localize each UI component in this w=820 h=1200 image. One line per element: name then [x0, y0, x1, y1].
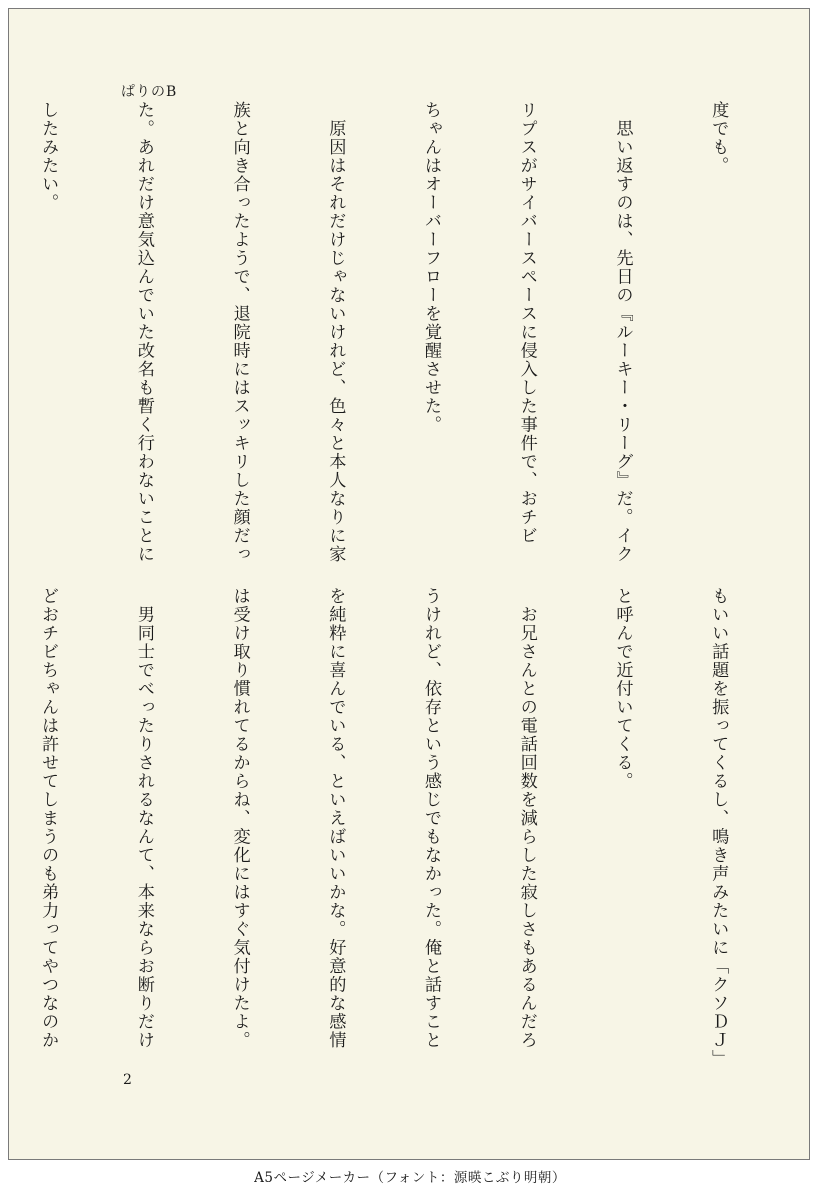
text-line: したみたい。	[38, 101, 59, 212]
text-line: と呼んで近付いてくる。	[612, 587, 633, 791]
text-column-top	[38, 101, 797, 579]
text-line: ちゃんはオーバーフローを覚醒させた。	[421, 101, 442, 434]
text-line: うけれど、依存という感じでもなかった。俺と話すこと	[421, 587, 442, 1050]
text-line: を純粋に喜んでいる、といえばいいかな。好意的な感情	[325, 587, 346, 1050]
text-column-bottom	[38, 587, 797, 1068]
text-line: 度でも。	[708, 101, 729, 175]
text-line: 男同士でべったりされるなんて、本来ならお断りだけ	[133, 587, 154, 1050]
text-line: た。あれだけ意気込んでいた改名も暫く行わないことに	[133, 101, 154, 564]
book-page	[8, 8, 810, 1160]
footer-credit: A5ページメーカー（フォント：源暎こぶり明朝）	[254, 1170, 566, 1186]
running-head: ぱりのB	[121, 84, 178, 100]
text-line: リプスがサイバースペースに侵入した事件で、おチビ	[516, 101, 537, 545]
text-line: 思い返すのは、先日の『ルーキー・リーグ』だ。イク	[612, 101, 633, 564]
text-line: もいい話題を振ってくるし、鳴き声みたいに「クソＤＪ」	[708, 587, 729, 1068]
text-line: お兄さんとの電話回数を減らした寂しさもあるんだろ	[516, 587, 537, 1050]
text-line: は受け取り慣れてるからね、変化にはすぐ気付けたよ。	[229, 587, 250, 1050]
text-line: どおチビちゃんは許せてしまうのも弟力ってやつなのか	[38, 587, 59, 1050]
page-number: 2	[123, 1072, 132, 1088]
text-line: 原因はそれだけじゃないけれど、色々と本人なりに家	[325, 101, 346, 564]
text-line: 族と向き合ったようで、退院時にはスッキリした顔だっ	[229, 101, 250, 564]
